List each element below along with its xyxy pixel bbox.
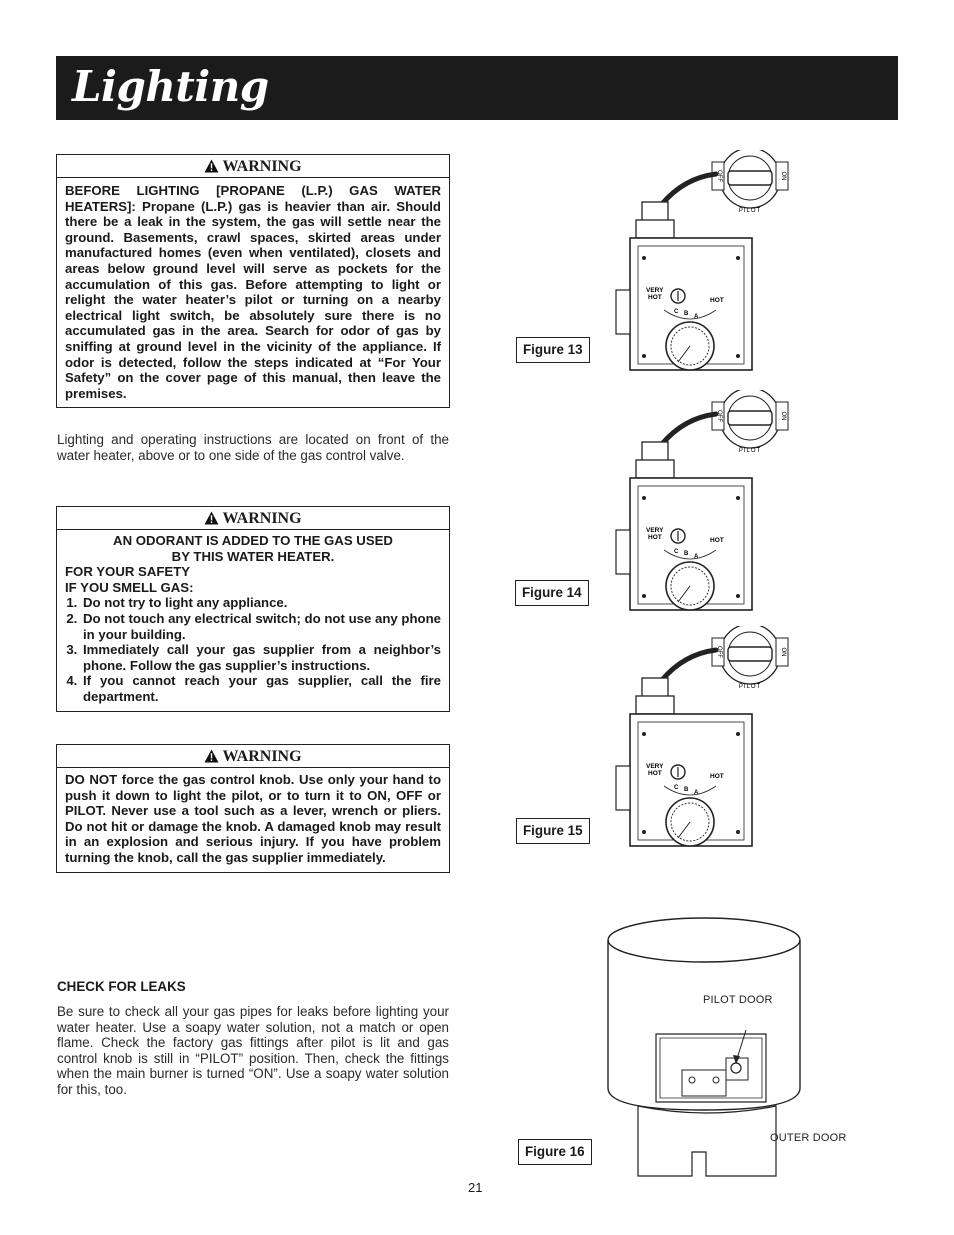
figure-15-illustration (600, 626, 800, 866)
warning-box-odorant (56, 506, 450, 712)
warning-triangle-icon (204, 511, 219, 525)
svg-text:VERY: VERY (646, 763, 664, 770)
safety-steps-list (65, 595, 441, 704)
svg-text:PILOT: PILOT (738, 448, 762, 454)
outer-door-label: OUTER DOOR (770, 1132, 847, 1144)
svg-text:B: B (684, 551, 689, 557)
svg-text:ON: ON (780, 411, 786, 421)
leaks-paragraph: Be sure to check all your gas pipes for leaks before lighting your water heater. Use a soapy water solution, not a match or open flame. Check the factory gas fittings after pilot is lit and gas control knob is still in “PILOT” position. Then, check the fittings when the main burner is turned “ON”. Use a soapy water solution for this, too. (57, 1004, 449, 1097)
gas-valve-drawing (600, 390, 800, 625)
svg-text:OFF: OFF (716, 170, 722, 182)
odorant-line-2: BY THIS WATER HEATER. (171, 548, 335, 564)
valve-top-fitting (636, 678, 674, 714)
gas-valve-drawing (600, 150, 800, 385)
warning-label: WARNING (222, 748, 302, 765)
svg-text:ON: ON (780, 171, 786, 181)
svg-text:OFF: OFF (716, 646, 722, 658)
warning-text: DO NOT force the gas control knob. Use only your hand to push it down to light the pilot, or to turn it to ON, OFF or PILOT. Never use a tool such as a lever, wrench or pliers. Do not hit or damage the knob. A damaged knob may result in an explosion and serious injury. If you have problem turning the knob, call the gas supplier immediately. (65, 772, 441, 865)
svg-text:HOT: HOT (710, 537, 724, 544)
warning-header (57, 745, 449, 768)
figure-15-label: Figure 15 (516, 818, 590, 844)
svg-text:C: C (674, 549, 679, 555)
safety-line: FOR YOUR SAFETY (65, 564, 191, 580)
warning-header (57, 507, 449, 530)
safety-step: 4. If you cannot reach your gas supplier, call the fire department. (81, 673, 441, 704)
control-dial (712, 150, 788, 214)
svg-text:HOT: HOT (710, 773, 724, 780)
safety-step: 2. Do not touch any electrical switch; do not use any phone in your building. (81, 611, 441, 642)
svg-text:HOT: HOT (648, 294, 662, 301)
valve-top-fitting (636, 202, 674, 238)
svg-text:B: B (684, 787, 689, 793)
valve-body (616, 714, 752, 846)
svg-text:PILOT: PILOT (738, 208, 762, 214)
figure-13-label: Figure 13 (516, 337, 590, 363)
svg-text:A: A (694, 790, 699, 796)
svg-text:OFF: OFF (716, 410, 722, 422)
svg-text:ON: ON (780, 647, 786, 657)
warning-header (57, 155, 449, 178)
svg-text:VERY: VERY (646, 287, 664, 294)
safety-step: 1. Do not try to light any appliance. (81, 595, 441, 611)
warning-box-propane (56, 154, 450, 408)
svg-text:C: C (674, 309, 679, 315)
svg-text:A: A (694, 314, 699, 320)
gas-valve-drawing (600, 626, 800, 861)
page-title: Lighting (72, 62, 269, 111)
svg-text:PILOT: PILOT (738, 684, 762, 690)
svg-text:B: B (684, 311, 689, 317)
warning-box-knob (56, 744, 450, 873)
svg-text:C: C (674, 785, 679, 791)
odorant-line-1: AN ODORANT IS ADDED TO THE GAS USED (113, 533, 393, 548)
svg-text:HOT: HOT (710, 297, 724, 304)
figure-14-illustration (600, 390, 800, 630)
svg-text:HOT: HOT (648, 770, 662, 777)
leaks-heading: CHECK FOR LEAKS (57, 979, 186, 994)
page-number: 21 (468, 1180, 483, 1195)
svg-text:A: A (694, 554, 699, 560)
control-dial (712, 626, 788, 690)
control-dial (712, 390, 788, 454)
smell-gas-line: IF YOU SMELL GAS: (65, 579, 194, 595)
figure-14-label: Figure 14 (515, 580, 589, 606)
pilot-door-label: PILOT DOOR (703, 994, 773, 1006)
valve-body (616, 478, 752, 610)
valve-body (616, 238, 752, 370)
warning-text (57, 530, 449, 711)
warning-text: BEFORE LIGHTING [PROPANE (L.P.) GAS WATER HEATERS]: Propane (L.P.) gas is heavier than air. Should there be a leak in the system, the gas will settle near the ground. Basements, crawl spaces, skirted areas under manufactured homes (even when ventilated), closets and areas below ground level will serve as pockets for the accumulation of this gas. Before attempting to light or relight the water heater’s pilot or turning on a nearby electrical light switch, be absolutely sure there is no accumulated gas in the area. Search for odor of gas by sniffing at ground level in the vicinity of the appliance. If odor is detected, follow the steps indicated at “For Your Safety” on the cover page of this manual, then leave the premises. (65, 183, 441, 401)
warning-triangle-icon (204, 749, 219, 763)
warning-label: WARNING (222, 510, 302, 527)
safety-step: 3. Immediately call your gas supplier from a neighbor’s phone. Follow the gas supplier’s instructions. (81, 642, 441, 673)
title-banner (56, 56, 898, 120)
svg-text:VERY: VERY (646, 527, 664, 534)
svg-text:HOT: HOT (648, 534, 662, 541)
figure-16-label: Figure 16 (518, 1139, 592, 1165)
figure-13-illustration (600, 150, 800, 390)
valve-top-fitting (636, 442, 674, 478)
warning-triangle-icon (204, 159, 219, 173)
intro-paragraph: Lighting and operating instructions are located on front of the water heater, above or to one side of the gas control valve. (57, 432, 449, 463)
warning-label: WARNING (222, 158, 302, 175)
